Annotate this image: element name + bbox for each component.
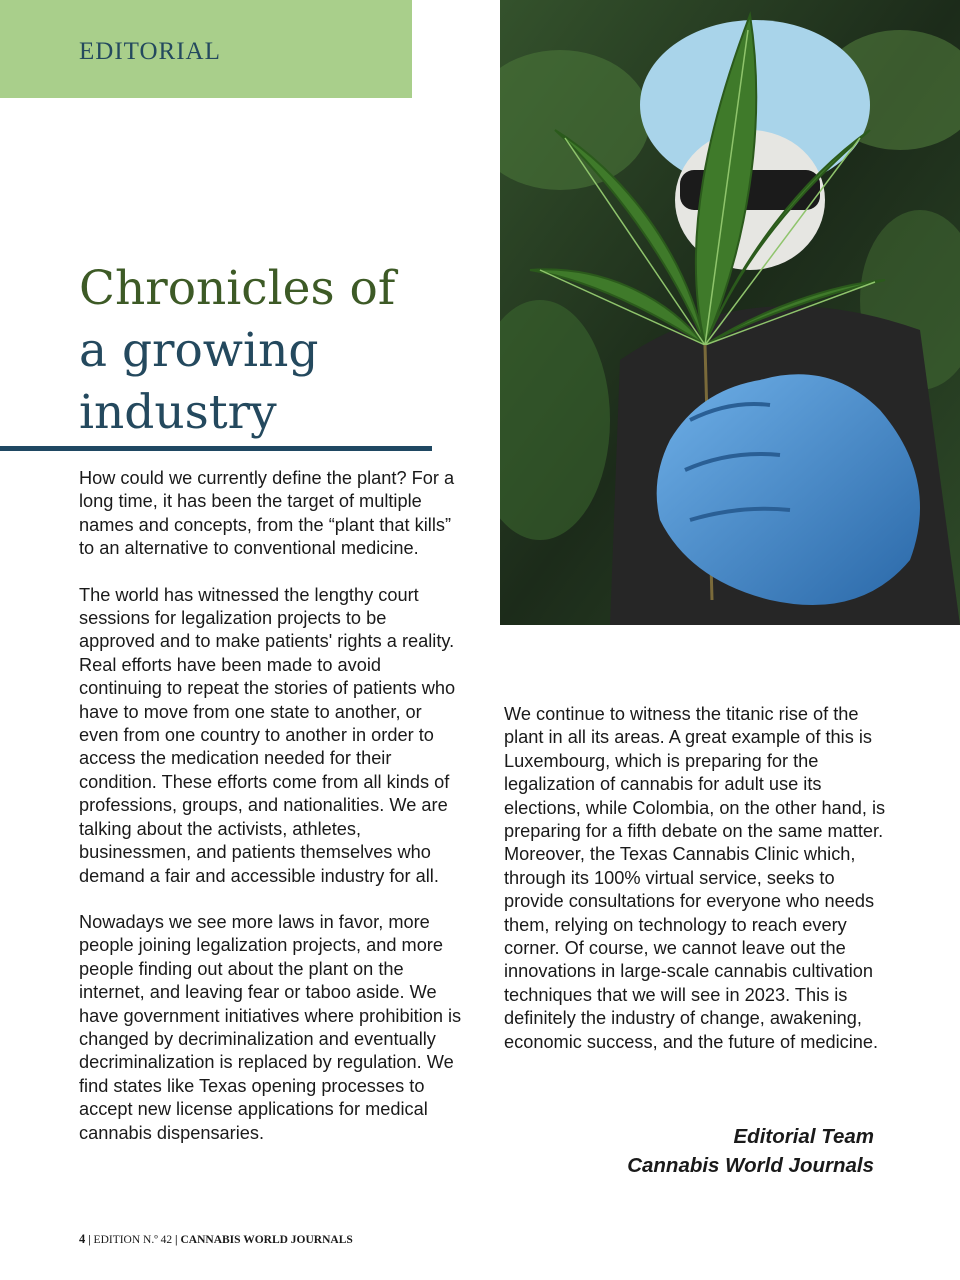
section-label: EDITORIAL (79, 38, 221, 65)
article-title (79, 258, 395, 444)
cannabis-leaf-photo (500, 0, 960, 625)
body-column-left (79, 467, 464, 1168)
paragraph: We continue to witness the titanic rise of the plant in all its areas. A great example of this is Luxembourg, which is preparing for the legalization of cannabis for adult use its elections, while Colombia, on the other hand, is preparing for a fifth debate on the same matter. Moreover, the Texas Cannabis Clinic which, through its 100% virtual service, seeks to provide consultations for everyone who needs them, relying on technology to reach every corner. Of course, we cannot leave out the innovations in large-scale cannabis cultivation techniques that we will see in 2023. This is definitely the industry of change, awakening, economic success, and the future of medicine. (504, 704, 886, 1052)
paragraph: Nowadays we see more laws in favor, more people joining legalization projects, and more people finding out about the plant on the internet, and leaving fear or taboo aside. We have government initiatives where prohibition is changed by decriminalization and eventually decriminalization is replaced by regulation. We find states like Texas opening processes to accept new license applications for medical cannabis dispensaries. (79, 911, 462, 1143)
title-line-1: Chronicles of (79, 261, 396, 316)
signature (627, 1122, 874, 1180)
page-number: 4 (79, 1232, 86, 1246)
paragraph: How could we currently define the plant? For a long time, it has been the target of multiple names and concepts, from the “plant that kills” to an alternative to conventional medicine. (79, 468, 455, 559)
footer-separator: | (175, 1234, 178, 1246)
title-line-2: a growing (79, 323, 319, 378)
title-line-3: industry (79, 385, 277, 440)
signature-publication: Cannabis World Journals (627, 1154, 874, 1177)
signature-team: Editorial Team (733, 1125, 874, 1148)
title-divider (0, 446, 432, 451)
footer-separator: | (88, 1234, 91, 1246)
edition-label: EDITION N.º 42 (93, 1234, 173, 1246)
body-column-right (504, 703, 894, 1077)
page-footer (79, 1232, 353, 1247)
paragraph: The world has witnessed the lengthy court sessions for legalization projects to be approved and to make patients' rights a reality. Real efforts have been made to avoid continuing to repeat the stories of patients who have to move from one state to another, or even from one country to another in order to access the medication needed for their condition. These efforts come from all kinds of professions, groups, and nationalities. We are talking about the activists, athletes, businessmen, and patients themselves who demand a fair and accessible industry for all. (79, 584, 456, 886)
footer-publication: CANNABIS WORLD JOURNALS (180, 1234, 353, 1246)
